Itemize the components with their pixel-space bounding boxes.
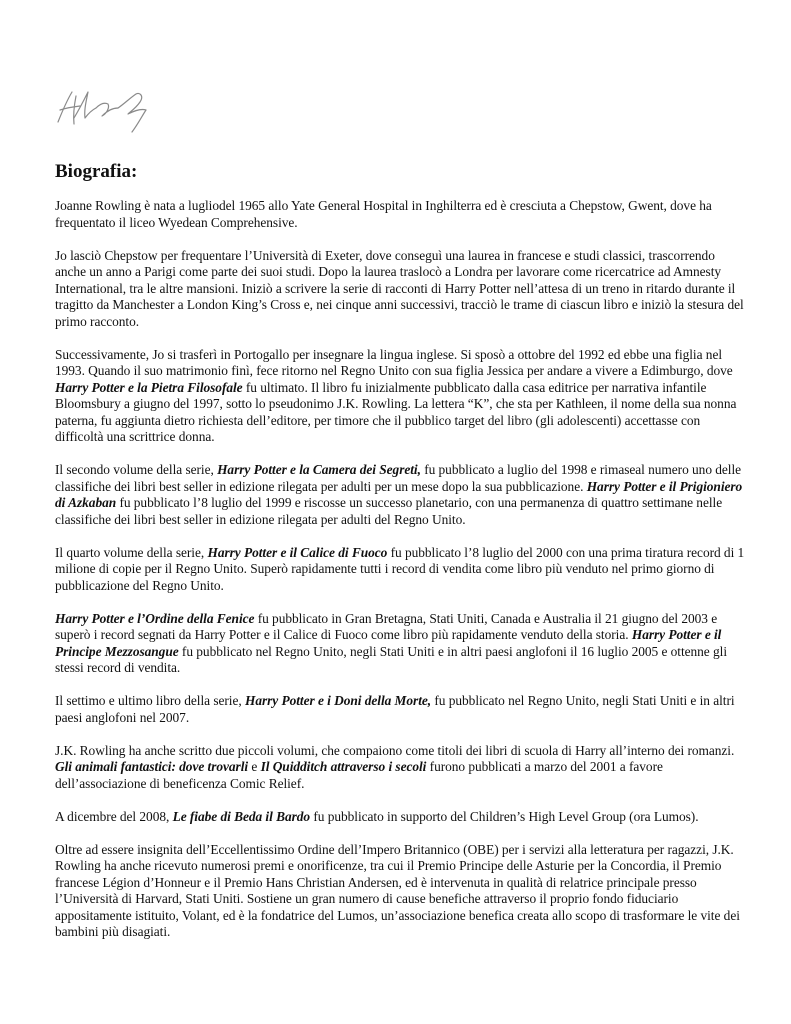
paragraph-honours	[55, 842, 745, 941]
paragraph-text: fu pubblicato l’8 luglio del 2000 con una prima tiratura record di 1 milione di copie per il Regno Unito. Superò rapidamente tutti i record di vendita come libro più venduto nel primo giorno di pubblicazione del Regno Unito.	[55, 544, 745, 593]
paragraph-text: e	[248, 759, 261, 774]
book-title: Le fiabe di Beda il Bardo	[172, 808, 311, 824]
signature-image	[52, 78, 162, 138]
paragraph-text: fu pubblicato in supporto del Children’s High Level Group (ora Lumos).	[310, 808, 699, 824]
paragraph-text: fu pubblicato l’8 luglio del 1999 e riscosse un successo planetario, con una permanenza di quattro settimane nelle classifiche dei libri best seller in edizione rilegata per adulti del Regno Unito.	[55, 495, 723, 527]
paragraph-text: J.K. Rowling ha anche scritto due piccoli volumi, che compaiono come titoli dei libri di scuola di Harry all’interno dei romanzi.	[55, 742, 735, 758]
book-title: Harry Potter e il Principe Mezzosangue	[55, 627, 722, 659]
paragraph-beda	[55, 809, 745, 826]
paragraph-text: Successivamente, Jo si trasferì in Portogallo per insegnare la lingua inglese. Si sposò a ottobre del 1992 ed ebbe una figlia nel 1993. Quando il suo matrimonio finì, fece ritorno nel Regno Unito con sua figlia Jessica per andare a vivere a Edimburgo, dove	[55, 346, 733, 378]
paragraph-text: fu pubblicato nel Regno Unito, negli Stati Uniti e in altri paesi anglofoni il 16 luglio 2005 e ottenne gli stessi record di vendita.	[55, 643, 727, 675]
paragraph-text: fu pubblicato a luglio del 1998 e rimaseal numero uno delle classifiche dei libri best seller in edizione rilegata per adulti per un mese dopo la sua pubblicazione.	[55, 462, 742, 494]
paragraph-university	[55, 248, 745, 331]
paragraph-text: Oltre ad essere insignita dell’Eccellentissimo Ordine dell’Impero Britannico (OBE) per i servizi alla letteratura per ragazzi, J.K. Rowling ha anche ricevuto numerosi premi e onorificenze, tra cui il Premio Principe delle Asturie per la Concordia, il Premio francese Légion d’Honneur e il Premio Hans Christian Andersen, ed è intervenuta in qualità di relatrice principale presso l’Università di Harvard, Stati Uniti. Sostiene un gran numero di cause benefiche attraverso il proprio fondo fiduciario appositamente istituito, Volant, ed è la fondatrice del Lumos, un’associazione benefica creata allo scopo di trasformare le vite dei bambini più disagiati.	[55, 841, 740, 939]
paragraph-portugal	[55, 347, 745, 446]
paragraph-text: fu ultimato. Il libro fu inizialmente pubblicato dalla casa editrice per narrativa infantile Bloomsbury a giugno del 1997, sotto lo pseudonimo J.K. Rowling. La lettera “K”, che sta per Kathleen, il nome della sua nonna paterna, fu aggiunta dietro richiesta dell’editore, per timore che il pubblico target del libro (gli adolescenti) accettasse con difficoltà una scrittrice donna.	[55, 379, 737, 444]
paragraph-small-volumes	[55, 743, 745, 793]
paragraph-birth	[55, 198, 745, 231]
paragraph-text: furono pubblicati a marzo del 2001 a favore dell’associazione di beneficenza Comic Relief.	[55, 759, 663, 791]
book-title: Harry Potter e il Prigioniero di Azkaban	[55, 478, 743, 510]
page-title: Biografia:	[55, 161, 138, 182]
book-title: Harry Potter e i Doni della Morte,	[244, 693, 432, 708]
paragraph-text: Jo lasciò Chepstow per frequentare l’Università di Exeter, dove conseguì una laurea in francese e studi classici, trascorrendo anche un anno a Parigi come parte dei suoi studi. Dopo la laurea traslocò a Londra per lavorare come ricercatrice ad Amnesty International, tra le altre mansioni. Iniziò a scrivere la serie di racconti di Harry Potter nell’attesa di un treno in ritardo durante il tragitto da Manchester a London King’s Cross e, nei cinque anni successivi, tracciò le trame di ciascun libro e iniziò la stesura del primo racconto.	[55, 247, 744, 329]
paragraph-fifth-sixth	[55, 611, 745, 677]
book-title: Gli animali fantastici: dove trovarli	[55, 759, 249, 774]
book-title: Harry Potter e la Camera dei Segreti,	[217, 462, 421, 477]
paragraph-text: Il quarto volume della serie,	[55, 544, 208, 560]
paragraph-seventh	[55, 693, 745, 726]
book-title: Harry Potter e l’Ordine della Fenice	[55, 610, 255, 626]
paragraph-text: fu pubblicato nel Regno Unito, negli Stati Uniti e in altri paesi anglofoni nel 2007.	[55, 693, 735, 725]
paragraph-text: A dicembre del 2008,	[55, 808, 173, 824]
biography-body	[55, 198, 745, 957]
paragraph-text: Joanne Rowling è nata a lugliodel 1965 allo Yate General Hospital in Inghilterra ed è cresciuta a Chepstow, Gwent, dove ha frequentato il liceo Wyedean Comprehensive.	[55, 198, 712, 230]
paragraph-text: Il settimo e ultimo libro della serie,	[55, 693, 245, 708]
paragraph-text: fu pubblicato in Gran Bretagna, Stati Uniti, Canada e Australia il 21 giugno del 2003 e superò i record segnati da Harry Potter e il Calice di Fuoco come libro più rapidamente venduto della storia.	[55, 610, 718, 642]
book-title: Harry Potter e il Calice di Fuoco	[207, 544, 388, 560]
paragraph-fourth-volume	[55, 545, 745, 595]
book-title: Harry Potter e la Pietra Filosofale	[55, 379, 243, 395]
paragraph-text: Il secondo volume della serie,	[55, 462, 218, 477]
book-title: Il Quidditch attraverso i secoli	[260, 759, 427, 774]
paragraph-second-volume	[55, 462, 745, 528]
